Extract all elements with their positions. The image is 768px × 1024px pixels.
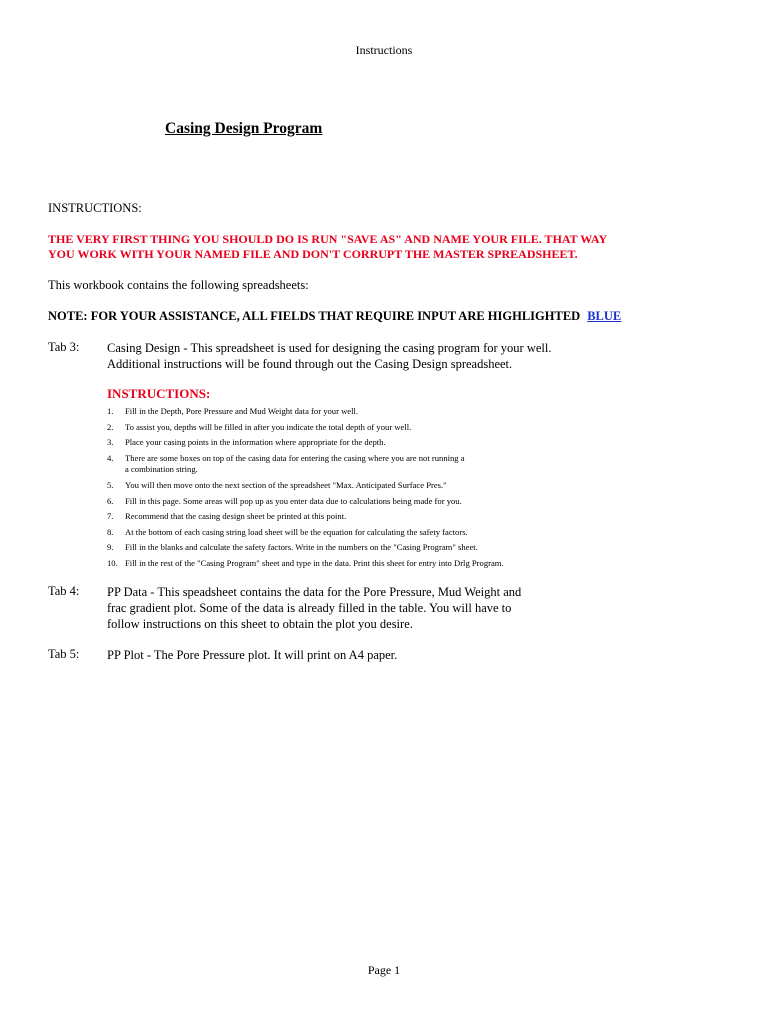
tab-3-label: Tab 3: <box>48 340 80 354</box>
list-item <box>107 478 504 494</box>
step-number: 6. <box>107 495 114 506</box>
step-text-continued: a combination string. <box>125 464 198 474</box>
workbook-intro: This workbook contains the following spreadsheets: <box>48 278 309 292</box>
instructions-label: INSTRUCTIONS: <box>48 201 142 215</box>
list-item <box>107 420 504 436</box>
list-item <box>107 509 504 525</box>
list-item <box>107 451 504 479</box>
tab-4-description <box>107 584 521 632</box>
tab-5-label: Tab 5: <box>48 647 80 661</box>
list-item <box>107 404 504 420</box>
tab-3-line-2: Additional instructions will be found through out the Casing Design spreadsheet. <box>107 357 513 371</box>
step-text: There are some boxes on top of the casing data for entering the casing where you are not running a <box>125 452 465 463</box>
step-text: To assist you, depths will be filled in after you indicate the total depth of your well. <box>125 421 412 432</box>
list-item <box>107 494 504 510</box>
step-number: 10. <box>107 557 118 568</box>
tab-4-line-1: PP Data - This speadsheet contains the data for the Pore Pressure, Mud Weight and <box>107 585 522 599</box>
step-number: 5. <box>107 480 114 490</box>
list-item <box>107 525 504 541</box>
step-number: 4. <box>107 452 114 463</box>
step-number: 2. <box>107 421 114 432</box>
list-item <box>107 556 504 572</box>
warning-line-1: THE VERY FIRST THING YOU SHOULD DO IS RUN "SAVE AS" AND NAME YOUR FILE. THAT WAY <box>48 232 608 246</box>
tab-4-line-2: frac gradient plot. Some of the data is already filled in the table. You will have to <box>107 601 512 615</box>
list-item <box>107 435 504 451</box>
step-text: Fill in the blanks and calculate the safety factors. Write in the numbers on the "Casing Program" sheet. <box>125 542 478 552</box>
step-text: Fill in the Depth, Pore Pressure and Mud Weight data for your well. <box>125 406 359 416</box>
casing-instructions-heading: INSTRUCTIONS: <box>107 386 211 401</box>
tab-5-description <box>107 647 397 663</box>
step-number: 8. <box>107 526 114 537</box>
page-title: Casing Design Program <box>165 120 323 137</box>
tab-4-line-3: follow instructions on this sheet to obtain the plot you desire. <box>107 617 413 631</box>
page-footer: Page 1 <box>367 963 401 977</box>
step-text: You will then move onto the next section of the spreadsheet "Max. Anticipated Surface Pres." <box>125 480 447 490</box>
step-text: Fill in the rest of the "Casing Program" sheet and type in the data. Print this sheet for entry into Drlg Program. <box>125 557 504 568</box>
tab-3-line-1: Casing Design - This spreadsheet is used for designing the casing program for your well. <box>107 341 552 355</box>
page-header: Instructions <box>355 43 413 57</box>
input-note-highlight: BLUE <box>587 309 622 323</box>
step-number: 7. <box>107 511 114 521</box>
step-text: Fill in this page. Some areas will pop up as you enter data due to calculations being made for you. <box>125 495 462 506</box>
list-item <box>107 540 504 556</box>
step-text: At the bottom of each casing string load sheet will be the equation for calculating the safety factors. <box>125 526 468 537</box>
warning-line-2: YOU WORK WITH YOUR NAMED FILE AND DON'T CORRUPT THE MASTER SPREADSHEET. <box>48 247 578 261</box>
step-number: 3. <box>107 437 114 447</box>
step-number: 1. <box>107 406 114 416</box>
tab-3-description <box>107 340 551 372</box>
input-note-text: NOTE: FOR YOUR ASSISTANCE, ALL FIELDS THAT REQUIRE INPUT ARE HIGHLIGHTED <box>48 309 581 323</box>
step-number: 9. <box>107 542 114 552</box>
tab-5-line-1: PP Plot - The Pore Pressure plot. It will print on A4 paper. <box>107 648 398 662</box>
tab-4-label: Tab 4: <box>48 584 80 598</box>
step-text: Recommend that the casing design sheet be printed at this point. <box>125 511 347 521</box>
casing-instructions-list <box>107 404 504 571</box>
input-note <box>48 309 621 324</box>
step-text: Place your casing points in the information where appropriate for the depth. <box>125 437 386 447</box>
